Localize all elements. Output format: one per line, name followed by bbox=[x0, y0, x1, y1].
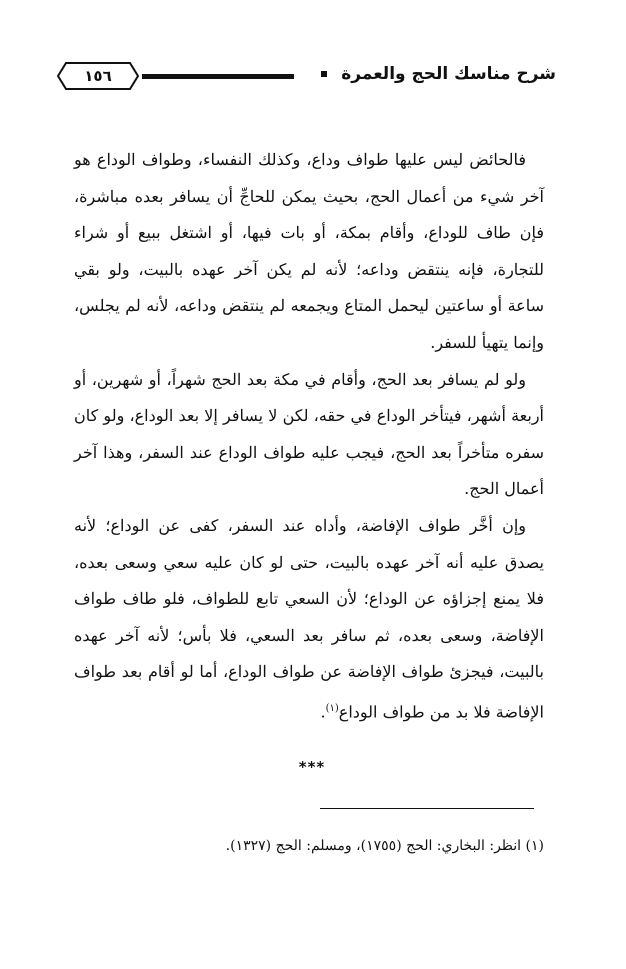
header-title-wrap bbox=[321, 64, 556, 84]
paragraph-1: فالحائض ليس عليها طواف وداع، وكذلك النفساء، وطواف الوداع هو آخر شيء من أعمال الحج، بحيث يمكن للحاجِّ أن يسافر بعده مباشرة، فإن طاف للوداع، وأقام بمكة، أو بات فيها، أو اشتغل ببيع أو شراء للتجارة، فإنه ينتقض وداعه؛ لأنه لم يكن آخر عهده بالبيت، ولو بقي ساعة أو ساعتين ليحمل المتاع ويجمعه لم ينتقض وداعه، لأنه لم يجلس، وإنما يتهيأ للسفر. bbox=[74, 150, 544, 352]
section-separator: *** bbox=[298, 758, 326, 776]
paragraph-3-end: . bbox=[320, 702, 326, 722]
main-text bbox=[74, 142, 544, 731]
footnote-rule bbox=[320, 808, 534, 809]
header-bullet-icon bbox=[321, 71, 327, 77]
footnote-reference: (١) bbox=[325, 702, 339, 714]
paragraph-3 bbox=[74, 508, 544, 731]
page-number: ١٥٦ bbox=[84, 67, 112, 85]
book-title: شرح مناسك الحج والعمرة bbox=[341, 64, 556, 84]
running-header bbox=[56, 58, 556, 98]
paragraph-3-text: وإن أخَّر طواف الإفاضة، وأداه عند السفر، كفى عن الوداع؛ لأنه يصدق عليه أنه آخر عهده بالبيت، حتى لو كان عليه سعي وسعى بعده، فلا يمنع إجزاؤه عن الوداع؛ لأن السعي تابع للطواف، فلو طاف طواف الإفاضة، وسعى بعده، ثم سافر بعد السعي، فلا بأس؛ لأنه آخر عهده بالبيت، فيجزئ طواف الإفاضة عن طواف الوداع، أما لو أقام بعد طواف الإفاضة فلا بد من طواف الوداع bbox=[74, 515, 544, 722]
header-rule bbox=[142, 74, 294, 79]
footnote: (١) انظر: البخاري: الحج (١٧٥٥)، ومسلم: الحج (١٣٢٧). bbox=[225, 838, 544, 854]
page-number-frame bbox=[56, 60, 140, 92]
paragraph-2: ولو لم يسافر بعد الحج، وأقام في مكة بعد الحج شهراً، أو شهرين، أو أربعة أشهر، فيتأخر الوداع في حقه، لكن لا يسافر إلا بعد الوداع، ولو كان سفره متأخراً بعد الحج، فيجب عليه طواف الوداع عند السفر، وهذا آخر أعمال الحج. bbox=[74, 369, 544, 499]
